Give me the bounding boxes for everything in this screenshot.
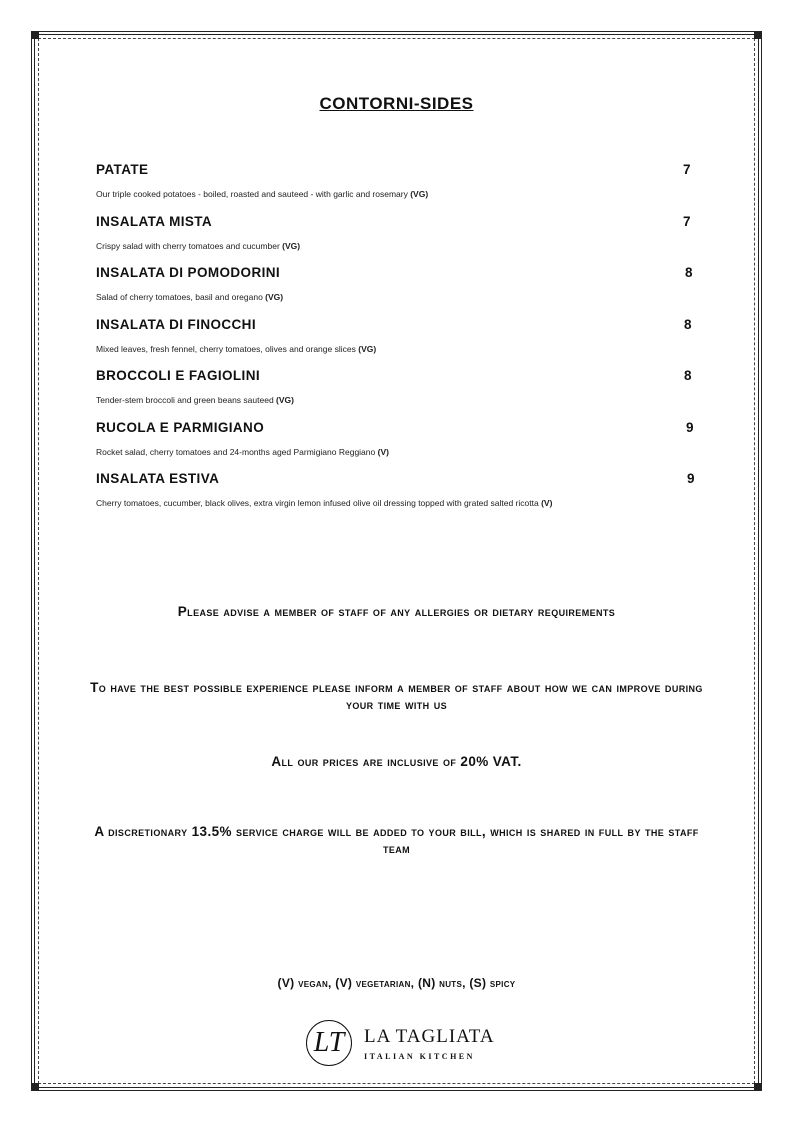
diet-tag: (VG) [265, 292, 284, 302]
item-name: PATATE [96, 162, 149, 177]
item-price: 8 [684, 368, 692, 383]
menu-item [96, 368, 700, 420]
diet-tag: (VG) [276, 395, 294, 405]
item-price: 8 [684, 316, 692, 332]
allergy-notice: Please advise a member of staff of any allergies or dietary requirements [177, 604, 616, 619]
logo-subtitle: ITALIAN KITCHEN [364, 1052, 475, 1061]
diet-tag: (VG) [282, 240, 301, 251]
diet-tag: (VG) [358, 343, 377, 354]
logo-name: LA TAGLIATA [364, 1026, 495, 1047]
item-name: BROCCOLI E FAGIOLINI [96, 368, 261, 383]
dietary-legend: (V) vegan, (V) vegetarian, (N) nuts, (S) spicy [277, 976, 516, 990]
item-name: INSALATA ESTIVA [96, 471, 220, 486]
logo-mark-icon: LT [306, 1020, 352, 1066]
item-description: Mixed leaves, fresh fennel, cherry tomatoes, olives and orange slices (VG) [96, 343, 377, 354]
page-title: CONTORNI-SIDES [319, 94, 474, 113]
item-description: Crispy salad with cherry tomatoes and cucumber (VG) [96, 240, 301, 251]
item-price: 7 [683, 213, 691, 229]
corner-ornament [31, 1083, 39, 1091]
item-name: RUCOLA E PARMIGIANO [96, 419, 265, 435]
item-price: 9 [687, 471, 695, 486]
item-name: INSALATA DI POMODORINI [96, 265, 281, 280]
menu-item [96, 420, 700, 472]
menu-list [96, 162, 700, 523]
diet-tag: (V) [541, 498, 553, 508]
item-price: 9 [686, 419, 694, 435]
feedback-notice: To have the best possible experience please inform a member of staff about how we can improve during your time with us [90, 680, 703, 712]
item-description: Tender-stem broccoli and green beans sauteed (VG) [96, 395, 294, 405]
menu-item [96, 214, 700, 266]
menu-item [96, 317, 700, 369]
item-description: Cherry tomatoes, cucumber, black olives, extra virgin lemon infused olive oil dressing topped with grated salted ricotta (V) [96, 498, 553, 508]
item-description: Rocket salad, cherry tomatoes and 24-months aged Parmigiano Reggiano (V) [96, 446, 389, 457]
menu-item [96, 471, 700, 523]
item-name: INSALATA DI FINOCCHI [96, 316, 256, 332]
vat-notice: All our prices are inclusive of 20% VAT. [271, 754, 522, 769]
item-price: 7 [683, 162, 691, 177]
corner-ornament [754, 1083, 762, 1091]
service-charge-notice: A discretionary 13.5% service charge will be added to your bill, which is shared in full by the staff team [94, 824, 699, 856]
diet-tag: (V) [377, 446, 389, 457]
corner-ornament [31, 31, 39, 39]
item-description: Our triple cooked potatoes - boiled, roasted and sauteed - with garlic and rosemary (VG) [96, 189, 429, 199]
item-price: 8 [685, 265, 693, 280]
item-description: Salad of cherry tomatoes, basil and oregano (VG) [96, 292, 284, 302]
corner-ornament [754, 31, 762, 39]
diet-tag: (VG) [410, 189, 429, 199]
menu-item [96, 162, 700, 214]
restaurant-logo [306, 1020, 506, 1070]
item-name: INSALATA MISTA [96, 213, 213, 229]
menu-item [96, 265, 700, 317]
